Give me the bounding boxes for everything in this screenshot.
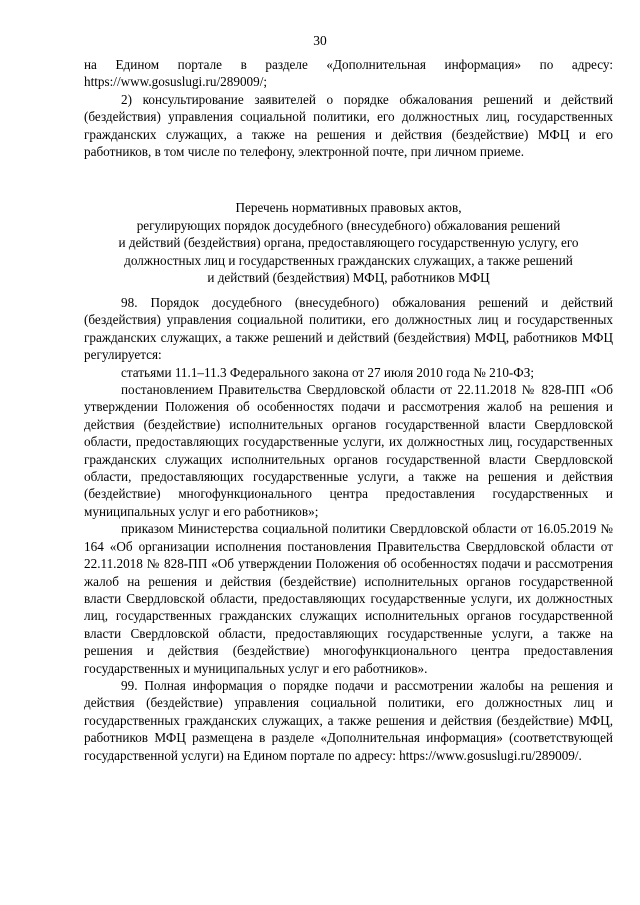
intro-block: [84, 56, 613, 160]
ministry-order-paragraph: приказом Министерства социальной политики Свердловской области от 16.05.2019 № 164 «Об организации исполнения постановления Правительства Свердловской области от 22.11.2018 № 828-ПП «Об утверждении Положения об особенностях подачи и рассмотрения жалоб на решения и действия (бездействие) исполнительных органов государственной власти Свердловской области, предоставляющих государственные услуги, их должностных лиц, государственных гражданских служащих исполнительных органов государственной власти Свердловской области, предоставляющих государственные услуги, а также на решения и действия (бездействие) многофункционального центра предоставления государственных и муниципальных услуг и его работников».: [84, 521, 613, 676]
heading-line: Перечень нормативных правовых актов,: [235, 200, 462, 215]
government-decree-paragraph: постановлением Правительства Свердловской области от 22.11.2018 № 828-ПП «Об утверждении Положения об особенностях подачи и рассмотрения жалоб на решения и действия (бездействие) исполнительных органов государственной власти Свердловской области, предоставляющих государственные услуги, их должностных лиц, государственных гражданских служащих исполнительных органов государственной власти Свердловской области, предоставляющих государственные услуги, а также на решения и действия (бездействие) многофункционального центра предоставления государственных и муниципальных услуг и его работников»;: [84, 382, 613, 519]
page-number: 30: [313, 33, 327, 48]
consultation-paragraph: 2) консультирование заявителей о порядке обжалования решений и действий (бездействия) управления социальной политики, его должностных лиц, государственных гражданских служащих, а также на решения и действия (бездействие) МФЦ и его работников, в том числе по телефону, электронной почте, при личном приеме.: [84, 91, 613, 160]
heading-line: должностных лиц и государственных гражданских служащих, а также решений: [124, 252, 573, 268]
body-block: [84, 294, 613, 764]
heading-line: регулирующих порядок досудебного (внесудебного) обжалования решений: [136, 217, 561, 233]
heading-line: и действий (бездействия) органа, предоставляющего государственную услугу, его: [118, 235, 579, 251]
paragraph-99: 99. Полная информация о порядке подачи и рассмотрении жалобы на решения и действия (бездействие) управления социальной политики, его должностных лиц и государственных гражданских служащих, а также решения и действия (бездействие) МФЦ, работников МФЦ размещена в разделе «Дополнительная информация» (соответствующей государственной услуги) на Едином портале по адресу: https://www.gosuslugi.ru/289009/.: [84, 677, 613, 763]
federal-law-paragraph: статьями 11.1–11.3 Федерального закона от 27 июля 2010 года № 210-ФЗ;: [121, 364, 534, 380]
heading-line: и действий (бездействия) МФЦ, работников МФЦ: [207, 270, 490, 286]
paragraph-98: 98. Порядок досудебного (внесудебного) обжалования решений и действий (бездействия) управления социальной политики, его должностных лиц и государственных гражданских служащих, а также решений и действий (бездействия) МФЦ, работников МФЦ регулируется:: [84, 295, 613, 363]
portal-address-paragraph: на Едином портале в разделе «Дополнительная информация» по адресу: https://www.gosuslugi.ru/289009/;: [84, 57, 613, 90]
section-heading: [84, 199, 613, 287]
